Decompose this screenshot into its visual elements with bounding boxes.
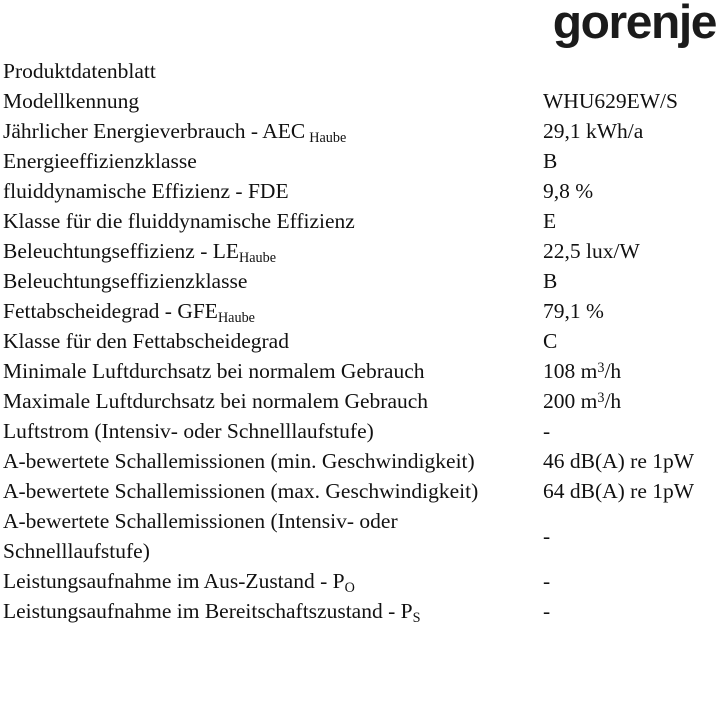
gorenje-logo: gorenje: [552, 0, 716, 48]
spec-row-label: Maximale Luftdurchsatz bei normalem Gebrauch: [3, 389, 429, 413]
spec-row: [3, 326, 720, 356]
spec-label-text: Leistungsaufnahme im Bereitschaftszustand - P: [3, 599, 413, 623]
spec-label-subscript: Haube: [217, 310, 255, 327]
spec-value-text: 108 m: [543, 359, 598, 383]
spec-row-label: [3, 566, 543, 596]
spec-row-label: fluiddynamische Effizienz - FDE: [3, 179, 289, 203]
spec-row-label: [3, 596, 543, 626]
spec-row-label: Klasse für die fluiddynamische Effizienz: [3, 209, 355, 233]
spec-row-value: B: [543, 149, 558, 173]
spec-label-subscript: S: [412, 610, 421, 627]
spec-label-subscript: O: [344, 580, 355, 597]
spec-row: [3, 86, 720, 116]
spec-row-value: C: [543, 329, 558, 353]
spec-row: [3, 266, 720, 296]
spec-row: [3, 56, 720, 86]
brand-header: [0, 0, 720, 52]
spec-row-value: 9,8 %: [543, 179, 594, 203]
spec-row: [3, 416, 720, 446]
spec-row-label: Luftstrom (Intensiv- oder Schnelllaufstufe): [3, 419, 374, 443]
spec-row-label: [3, 296, 543, 326]
spec-row-value: 29,1 kWh/a: [543, 119, 644, 143]
spec-row-value: [543, 386, 720, 416]
spec-row-label: Klasse für den Fettabscheidegrad: [3, 329, 289, 353]
spec-row-value: 79,1 %: [543, 299, 604, 323]
spec-row-value: -: [543, 419, 551, 443]
spec-row-label: [3, 116, 543, 146]
specification-table: [3, 56, 720, 626]
spec-row: [3, 446, 720, 476]
specification-table-body: [3, 56, 720, 626]
spec-row-value: [543, 356, 720, 386]
spec-row: [3, 386, 720, 416]
spec-row: [3, 206, 720, 236]
spec-label-subscript: Haube: [239, 250, 277, 267]
spec-row: [3, 596, 720, 626]
spec-row-value: E: [543, 209, 557, 233]
spec-value-superscript: 3: [597, 360, 605, 377]
spec-value-text: 200 m: [543, 389, 598, 413]
spec-row: [3, 566, 720, 596]
spec-row-value: WHU629EW/S: [543, 89, 678, 113]
spec-row-value: 64 dB(A) re 1pW: [543, 479, 695, 503]
spec-row: [3, 506, 720, 566]
spec-label-subscript: Haube: [309, 130, 347, 147]
spec-label-text: Leistungsaufnahme im Aus-Zustand - P: [3, 569, 345, 593]
spec-row-value: [543, 56, 720, 86]
spec-row-label: Minimale Luftdurchsatz bei normalem Gebrauch: [3, 359, 425, 383]
spec-label-text: Beleuchtungseffizienz - LE: [3, 239, 240, 263]
spec-row: [3, 146, 720, 176]
spec-row-label: Beleuchtungseffizienzklasse: [3, 269, 248, 293]
spec-row-value: 46 dB(A) re 1pW: [543, 449, 695, 473]
spec-row-value: -: [543, 524, 551, 548]
spec-row: [3, 296, 720, 326]
spec-row-label: A-bewertete Schallemissionen (Intensiv- oder Schnelllaufstufe): [3, 509, 398, 563]
spec-row-value: -: [543, 569, 551, 593]
spec-row-label: [3, 236, 543, 266]
spec-value-superscript: 3: [597, 390, 605, 407]
spec-row: [3, 176, 720, 206]
spec-label-text: Fettabscheidegrad - GFE: [3, 299, 218, 323]
spec-row-value: -: [543, 599, 551, 623]
spec-row-label: A-bewertete Schallemissionen (max. Geschwindigkeit): [3, 479, 479, 503]
spec-label-text: Jährlicher Energieverbrauch - AEC: [3, 119, 306, 143]
spec-row: [3, 236, 720, 266]
spec-row-label: Energieeffizienzklasse: [3, 149, 197, 173]
spec-row-label: A-bewertete Schallemissionen (min. Geschwindigkeit): [3, 449, 475, 473]
spec-value-unit: /h: [604, 359, 622, 383]
spec-row: [3, 356, 720, 386]
spec-row-label: Produktdatenblatt: [3, 59, 156, 83]
spec-row-value: B: [543, 269, 558, 293]
spec-value-unit: /h: [604, 389, 622, 413]
spec-row-label: Modellkennung: [3, 89, 140, 113]
spec-row: [3, 476, 720, 506]
spec-row: [3, 116, 720, 146]
spec-row-value: 22,5 lux/W: [543, 239, 640, 263]
